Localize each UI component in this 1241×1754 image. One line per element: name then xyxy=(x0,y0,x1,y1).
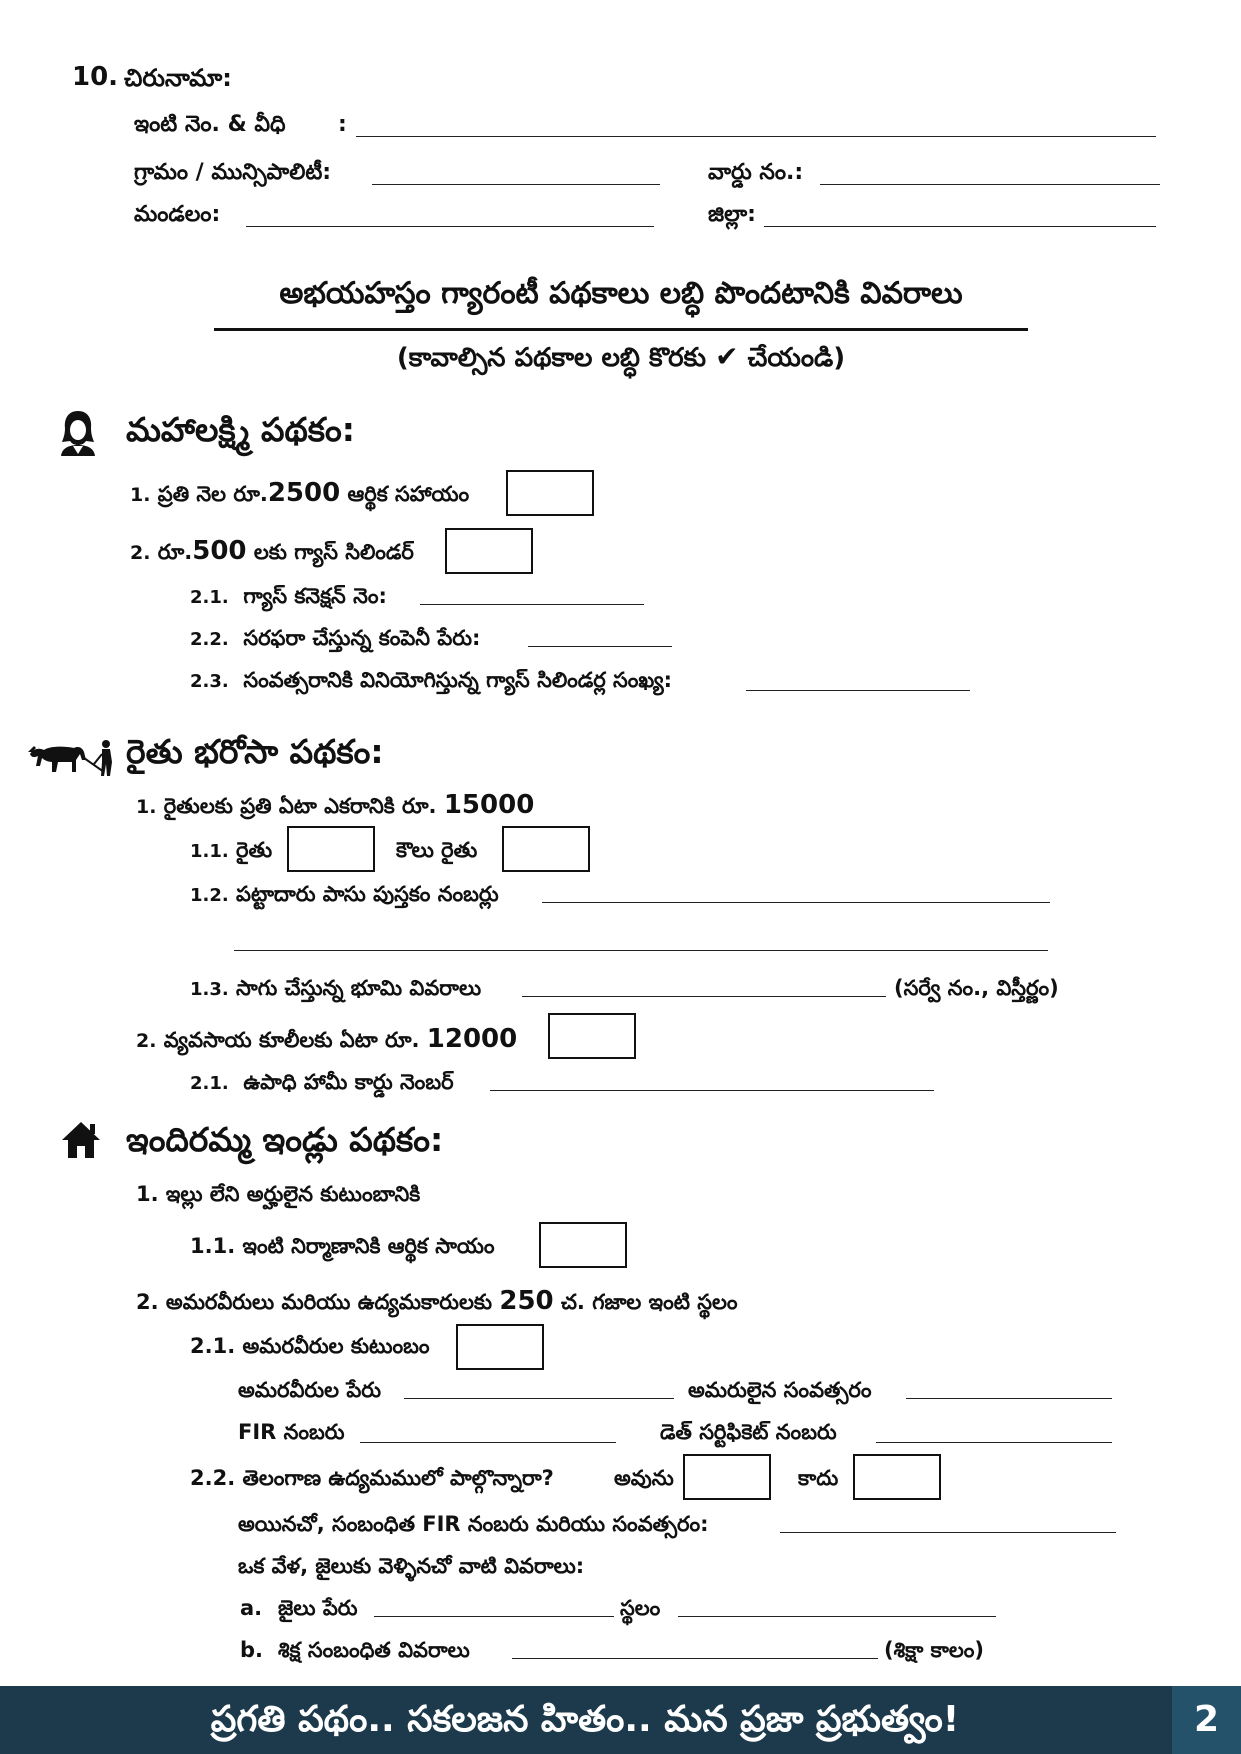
ry-item1 xyxy=(136,790,534,824)
im-sub11-num: 1.1. xyxy=(190,1234,236,1258)
footer-bar xyxy=(0,1686,1241,1754)
subtitle-pre: (కావాల్సిన పథకాల లబ్ధి కొరకు xyxy=(396,343,707,373)
im-item1-label: ఇల్లు లేని అర్హులైన కుటుంబానికి xyxy=(165,1182,421,1206)
ml-sub3-num: 2.3. xyxy=(190,671,229,692)
ry-item2 xyxy=(136,1024,517,1058)
subtitle-post: చేయండి) xyxy=(747,343,846,373)
ml-item1 xyxy=(130,478,469,512)
land-details-field[interactable] xyxy=(522,996,886,997)
ry-sub11-label: రైతు xyxy=(236,838,273,862)
title-underline xyxy=(214,328,1028,331)
im-item2-post: చ. గజాల ఇంటి స్థలం xyxy=(560,1290,738,1314)
page-number: 2 xyxy=(1172,1686,1241,1754)
district-label: జిల్లా: xyxy=(708,202,756,227)
yes-checkbox[interactable] xyxy=(683,1454,771,1500)
im-sub21-label: అమరవీరుల కుటుంబం xyxy=(242,1334,430,1358)
martyr-name-field[interactable] xyxy=(404,1398,674,1399)
ry-item1-amount: 15000 xyxy=(443,790,535,820)
im-sub11-label: ఇంటి నిర్మాణానికి ఆర్థిక సాయం xyxy=(242,1234,495,1258)
mandal-label: మండలం: xyxy=(134,202,221,227)
passbook-field-line1[interactable] xyxy=(542,902,1050,903)
fir-label: FIR నంబరు xyxy=(238,1420,345,1444)
ml-sub1 xyxy=(190,584,387,614)
martyr-name-label: అమరవీరుల పేరు xyxy=(238,1378,381,1402)
ml-item2-pre: రూ. xyxy=(157,540,193,564)
ry-item2-pre: వ్యవసాయ కూలీలకు ఏటా రూ. xyxy=(163,1028,420,1052)
ml-sub1-label: గ్యాస్ కనెక్షన్ నెం: xyxy=(243,584,387,608)
ml-item1-amount: 2500 xyxy=(267,478,341,508)
ry-sub11 xyxy=(190,838,272,868)
sentence-label: శిక్ష సంబంధిత వివరాలు xyxy=(278,1638,470,1662)
house-street-colon: : xyxy=(338,112,347,137)
death-cert-label: డెత్ సర్టిఫికెట్ నంబరు xyxy=(660,1420,837,1444)
village-label: గ్రామం / మున్సిపాలిటీ: xyxy=(134,160,332,185)
ml-item2-num: 2. xyxy=(130,542,151,564)
jail-a-label: a. xyxy=(240,1596,263,1620)
house-aid-checkbox[interactable] xyxy=(539,1222,627,1268)
job-card-field[interactable] xyxy=(490,1090,934,1091)
ml-item2-amount: 500 xyxy=(192,536,247,566)
cylinders-count-field[interactable] xyxy=(746,690,970,691)
ry-sub13-label: సాగు చేస్తున్న భూమి వివరాలు xyxy=(236,976,482,1000)
if-jail-label: ఒక వేళ, జైలుకు వెళ్ళినచో వాటి వివరాలు: xyxy=(238,1554,585,1578)
ry-item2-num: 2. xyxy=(136,1030,157,1052)
jail-name-label: జైలు పేరు xyxy=(278,1596,358,1620)
im-item2 xyxy=(136,1286,738,1320)
ml-sub3 xyxy=(190,668,672,698)
ml-item1-post: ఆర్థిక సహాయం xyxy=(347,482,470,506)
sentence-b-label: b. xyxy=(240,1638,264,1662)
ry-item1-num: 1. xyxy=(136,796,157,818)
mandal-field[interactable] xyxy=(246,226,654,227)
rythu-title: రైతు భరోసా పథకం: xyxy=(126,732,384,771)
no-checkbox[interactable] xyxy=(853,1454,941,1500)
sentence-field[interactable] xyxy=(512,1658,878,1659)
im-item1 xyxy=(136,1182,420,1212)
if-yes-label: అయినచో, సంబంధిత FIR నంబరు మరియు సంవత్సరం: xyxy=(238,1512,709,1536)
check-icon: ✔ xyxy=(715,340,739,373)
ml-sub2-num: 2.2. xyxy=(190,629,229,650)
im-sub11 xyxy=(190,1234,495,1264)
tenant-farmer-checkbox[interactable] xyxy=(502,826,590,872)
ml-item1-checkbox[interactable] xyxy=(506,470,594,516)
indiramma-title: ఇందిరమ్మ ఇండ్లు పథకం: xyxy=(126,1120,444,1159)
address-number: 10. xyxy=(72,62,119,92)
passbook-field-line2[interactable] xyxy=(234,950,1048,951)
ward-field[interactable] xyxy=(820,184,1160,185)
land-details-suffix: (సర్వే నం., విస్తీర్ణం) xyxy=(894,976,1059,1000)
ry-sub13-num: 1.3. xyxy=(190,979,229,1000)
im-item1-num: 1. xyxy=(136,1182,159,1206)
ry-sub21-label: ఉపాధి హామీ కార్డు నెంబర్ xyxy=(243,1070,454,1094)
ml-sub3-label: సంవత్సరానికి వినియోగిస్తున్న గ్యాస్ సిలిండర్ల సంఖ్య: xyxy=(243,668,673,692)
ox-plough-icon xyxy=(28,734,114,778)
ward-label: వార్డు నం.: xyxy=(708,160,804,185)
ry-item1-pre: రైతులకు ప్రతి ఏటా ఎకరానికి రూ. xyxy=(163,794,437,818)
labourer-checkbox[interactable] xyxy=(548,1013,636,1059)
ml-item1-num: 1. xyxy=(130,484,151,506)
supplier-field[interactable] xyxy=(528,646,672,647)
subtitle xyxy=(214,340,1028,379)
ry-item2-amount: 12000 xyxy=(426,1024,518,1054)
ml-sub2 xyxy=(190,626,480,656)
jail-name-field[interactable] xyxy=(374,1616,614,1617)
farmer-checkbox[interactable] xyxy=(287,826,375,872)
martyr-year-label: అమరులైన సంవత్సరం xyxy=(688,1378,872,1402)
place-label: స్థలం xyxy=(620,1596,661,1620)
ry-sub12 xyxy=(190,882,499,912)
no-label: కాదు xyxy=(798,1466,839,1490)
im-item2-amount: 250 xyxy=(499,1286,554,1316)
ry-sub21-num: 2.1. xyxy=(190,1073,229,1094)
ml-item1-pre: ప్రతి నెల రూ. xyxy=(157,482,268,506)
house-street-label: ఇంటి నెం. & వీధి xyxy=(134,112,286,137)
im-sub22 xyxy=(190,1466,554,1496)
yes-label: అవును xyxy=(614,1466,674,1490)
ry-sub21 xyxy=(190,1070,454,1100)
main-title: అభయహస్తం గ్యారంటీ పథకాలు లబ్ధి పొందటానికి వివరాలు xyxy=(279,276,963,311)
ml-item2-post: లకు గ్యాస్ సిలిండర్ xyxy=(253,540,414,564)
ml-sub1-num: 2.1. xyxy=(190,587,229,608)
tenant-farmer-label: కౌలు రైతు xyxy=(396,838,478,862)
village-field[interactable] xyxy=(372,184,660,185)
death-cert-field[interactable] xyxy=(876,1442,1112,1443)
fir-field[interactable] xyxy=(360,1442,616,1443)
im-sub22-label: తెలంగాణ ఉద్యమములో పాల్గొన్నారా? xyxy=(242,1466,554,1490)
im-sub21 xyxy=(190,1334,430,1364)
ry-sub12-num: 1.2. xyxy=(190,885,229,906)
district-field[interactable] xyxy=(764,226,1156,227)
place-field[interactable] xyxy=(678,1616,996,1617)
footer-slogan: ప్రగతి పథం.. సకలజన హితం.. మన ప్రజా ప్రభుత్వం! xyxy=(210,1699,960,1740)
mahalakshmi-title: మహాలక్ష్మి పథకం: xyxy=(126,410,355,449)
address-heading: చిరునామా: xyxy=(124,64,232,92)
house-icon xyxy=(60,1120,102,1160)
gas-connection-field[interactable] xyxy=(420,604,644,605)
if-yes-field[interactable] xyxy=(780,1532,1116,1533)
ry-sub11-num: 1.1. xyxy=(190,841,229,862)
ml-item2 xyxy=(130,536,414,570)
ry-sub13 xyxy=(190,976,481,1006)
im-sub22-num: 2.2. xyxy=(190,1466,236,1490)
sentence-suffix: (శిక్షా కాలం) xyxy=(884,1638,985,1662)
ml-item2-checkbox[interactable] xyxy=(445,528,533,574)
im-sub21-num: 2.1. xyxy=(190,1334,236,1358)
woman-icon xyxy=(58,408,98,456)
ry-sub12-label: పట్టాదారు పాసు పుస్తకం నంబర్లు xyxy=(236,882,499,906)
martyr-year-field[interactable] xyxy=(906,1398,1112,1399)
ml-sub2-label: సరఫరా చేస్తున్న కంపెనీ పేరు: xyxy=(243,626,481,650)
im-item2-num: 2. xyxy=(136,1290,159,1314)
martyr-family-checkbox[interactable] xyxy=(456,1324,544,1370)
im-item2-pre: అమరవీరులు మరియు ఉద్యమకారులకు xyxy=(165,1290,493,1314)
house-street-field[interactable] xyxy=(356,136,1156,137)
